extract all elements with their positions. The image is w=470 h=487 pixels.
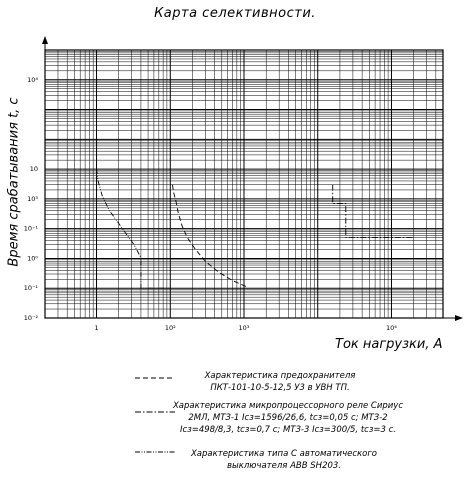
legend-text-fuse: Характеристика предохранителя ПКТ-101-10-5-12,5 У3 в УВН ТП. [204,371,356,393]
y-tick-label: 10³ [27,194,38,203]
x-tick-label: 10³ [238,324,250,332]
series-line-2 [333,185,414,238]
grid [45,50,443,318]
y-tick-label: 10⁴ [27,75,38,84]
y-axis-label: Время срабатывания t, с [6,97,22,267]
y-tick-label: 10 [29,165,38,174]
x-axis-arrow [455,315,463,321]
chart-title: Карта селективности. [154,6,316,21]
x-tick-label: 1 [94,324,99,332]
y-axis-arrow [42,36,48,44]
x-tick-label: 10⁴ [386,324,397,332]
legend-text-relay: Характеристика микропроцессорного реле Сириус 2МЛ, МТЗ-1 Iсз=1596/26,6, tсз=0,05 с; МТЗ-2 Iсз=498/8,3, tсз=0,7 с; МТЗ-3 Iсз=300/5, tсз=3 с. [172,401,404,435]
legend-text-breaker: Характеристика типа С автоматического выключателя ABB SH203. [190,449,378,471]
y-tick-label: 10⁻¹ [23,284,38,293]
y-tick-label: 10⁻² [23,314,38,322]
y-tick-label: 10⁰ [27,254,38,263]
y-tick-label: 10⁻¹ [23,224,38,233]
x-tick-label: 10² [164,324,176,332]
x-axis-label: Ток нагрузки, А [335,337,443,352]
